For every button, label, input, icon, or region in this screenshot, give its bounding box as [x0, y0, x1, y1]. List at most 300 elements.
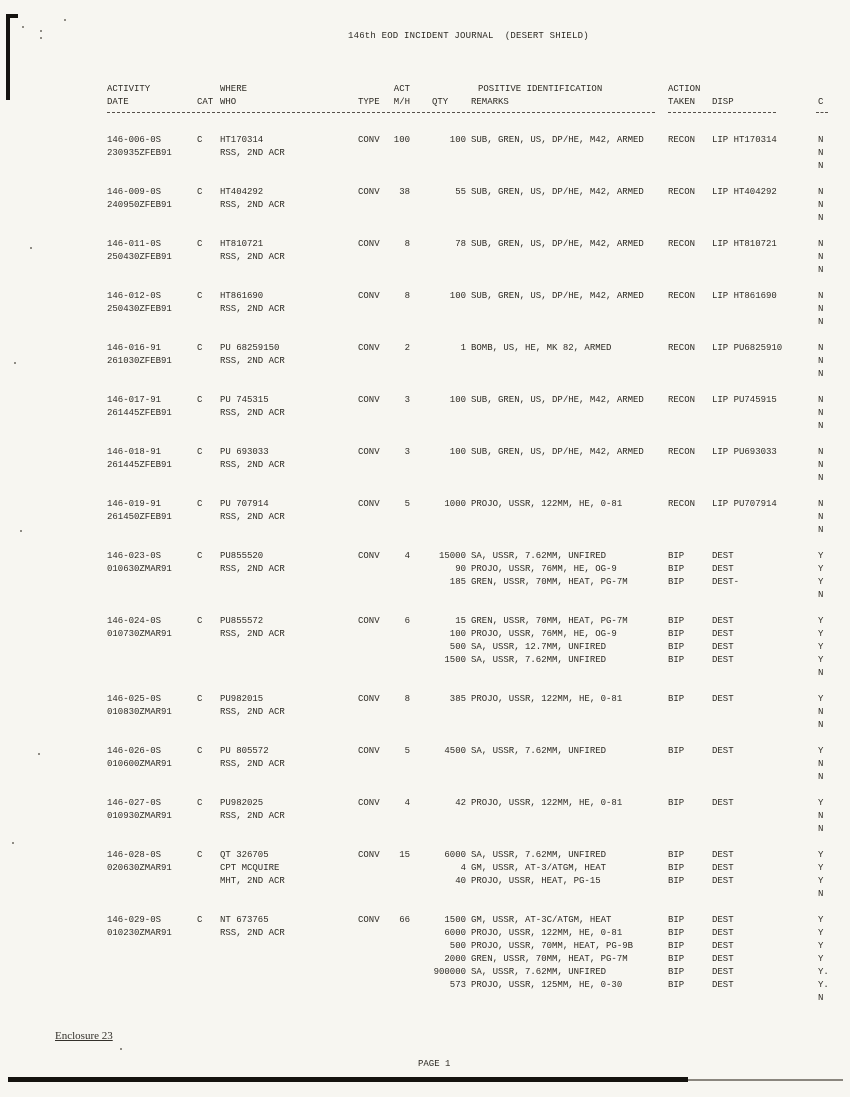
cell-date: 261030ZFEB91 [107, 356, 172, 366]
journal-line [0, 160, 850, 173]
cell-cat: C [197, 915, 203, 925]
cell-where: RSS, 2ND ACR [220, 629, 285, 639]
cell-date: 010230ZMAR91 [107, 928, 172, 938]
cell-action: BIP [668, 551, 685, 561]
cell-remark: PROJO, USSR, 76MM, HE, OG-9 [471, 629, 617, 639]
cell-where: HT861690 [220, 291, 264, 301]
cell-where: RSS, 2ND ACR [220, 148, 285, 158]
cell-action: BIP [668, 629, 685, 639]
cell-date: 261450ZFEB91 [107, 512, 172, 522]
cell-c: Y [818, 850, 824, 860]
journal-line [0, 446, 850, 459]
journal-line [0, 810, 850, 823]
journal-line [0, 888, 850, 901]
journal-line [0, 225, 850, 238]
cell-disp: DEST [712, 655, 734, 665]
cell-remark: PROJO, USSR, 122MM, HE, 0-81 [471, 798, 623, 808]
journal-line [0, 1005, 850, 1018]
journal-line [0, 342, 850, 355]
cell-c: Y. [818, 980, 829, 990]
journal-line [0, 992, 850, 1005]
cell-date: 146-017-91 [107, 395, 162, 405]
cell-where: RSS, 2ND ACR [220, 356, 285, 366]
journal-line [0, 173, 850, 186]
cell-cat: C [197, 850, 203, 860]
cell-c: N [818, 135, 824, 145]
table-header-row-2 [0, 96, 850, 109]
cell-date: 230935ZFEB91 [107, 148, 172, 158]
journal-line [0, 264, 850, 277]
journal-entry [0, 849, 850, 914]
cell-remark: SUB, GREN, US, DP/HE, M42, ARMED [471, 187, 644, 197]
cell-type: CONV [358, 239, 380, 249]
cell-date: 146-025-0S [107, 694, 162, 704]
cell-c: N [818, 525, 824, 535]
cell-action: BIP [668, 941, 685, 951]
cell-cat: C [197, 798, 203, 808]
journal-line [0, 927, 850, 940]
cell-qty: 78 [455, 239, 466, 249]
cell-where: PU 693033 [220, 447, 269, 457]
cell-c: N [818, 395, 824, 405]
cell-type: CONV [358, 551, 380, 561]
cell-mh: 5 [404, 746, 410, 756]
header-who: WHO [220, 97, 237, 107]
journal-line [0, 355, 850, 368]
journal-entry [0, 498, 850, 550]
cell-mh: 38 [399, 187, 410, 197]
header-mh: M/H [393, 97, 410, 107]
cell-remark: GM, USSR, AT-3/ATGM, HEAT [471, 863, 607, 873]
cell-remark: SA, USSR, 7.62MM, UNFIRED [471, 850, 607, 860]
journal-line [0, 511, 850, 524]
cell-remark: SA, USSR, 7.62MM, UNFIRED [471, 655, 607, 665]
journal-line [0, 381, 850, 394]
cell-remark: SA, USSR, 7.62MM, UNFIRED [471, 746, 607, 756]
journal-line [0, 758, 850, 771]
journal-entry [0, 550, 850, 615]
cell-c: N [818, 213, 824, 223]
journal-entry [0, 238, 850, 290]
journal-line [0, 862, 850, 875]
cell-c: Y [818, 798, 824, 808]
cell-c: Y [818, 954, 824, 964]
cell-action: RECON [668, 395, 696, 405]
journal-entry [0, 615, 850, 693]
cell-action: RECON [668, 499, 696, 509]
cell-where: RSS, 2ND ACR [220, 460, 285, 470]
cell-c: N [818, 200, 824, 210]
cell-date: 146-029-0S [107, 915, 162, 925]
journal-line [0, 303, 850, 316]
journal-entry [0, 186, 850, 238]
journal-line [0, 628, 850, 641]
cell-action: RECON [668, 135, 696, 145]
cell-mh: 8 [404, 694, 410, 704]
cell-date: 240950ZFEB91 [107, 200, 172, 210]
cell-remark: SUB, GREN, US, DP/HE, M42, ARMED [471, 291, 644, 301]
cell-remark: BOMB, US, HE, MK 82, ARMED [471, 343, 612, 353]
cell-remark: PROJO, USSR, 122MM, HE, 0-81 [471, 928, 623, 938]
cell-date: 146-026-0S [107, 746, 162, 756]
cell-mh: 4 [404, 798, 410, 808]
cell-disp: DEST [712, 629, 734, 639]
header-positive-id: POSITIVE IDENTIFICATION [478, 84, 603, 94]
cell-c: N [818, 317, 824, 327]
journal-entry [0, 446, 850, 498]
cell-mh: 4 [404, 551, 410, 561]
cell-disp: LIP HT170314 [712, 135, 777, 145]
cell-qty: 90 [455, 564, 466, 574]
journal-line [0, 316, 850, 329]
bottom-scan-bar-light [688, 1079, 843, 1081]
cell-qty: 100 [449, 395, 466, 405]
header-action: ACTION [668, 84, 701, 94]
cell-qty: 15 [455, 616, 466, 626]
scan-speck [120, 1048, 122, 1050]
cell-disp: LIP PU707914 [712, 499, 777, 509]
cell-mh: 8 [404, 291, 410, 301]
cell-cat: C [197, 343, 203, 353]
journal-line [0, 784, 850, 797]
enclosure-label: Enclosure 23 [55, 1030, 113, 1042]
cell-where: PU855572 [220, 616, 264, 626]
cell-where: MHT, 2ND ACR [220, 876, 285, 886]
cell-where: NT 673765 [220, 915, 269, 925]
cell-where: RSS, 2ND ACR [220, 304, 285, 314]
journal-line [0, 745, 850, 758]
cell-c: N [818, 148, 824, 158]
cell-c: Y [818, 655, 824, 665]
cell-where: PU855520 [220, 551, 264, 561]
journal-line [0, 654, 850, 667]
cell-action: BIP [668, 967, 685, 977]
journal-entry [0, 797, 850, 849]
journal-line [0, 771, 850, 784]
cell-c: N [818, 772, 824, 782]
cell-cat: C [197, 239, 203, 249]
cell-cat: C [197, 135, 203, 145]
journal-line [0, 966, 850, 979]
cell-disp: DEST [712, 954, 734, 964]
cell-date: 146-012-0S [107, 291, 162, 301]
cell-remark: SA, USSR, 7.62MM, UNFIRED [471, 551, 607, 561]
cell-c: Y [818, 629, 824, 639]
cell-remark: GREN, USSR, 70MM, HEAT, PG-7M [471, 954, 628, 964]
cell-where: RSS, 2ND ACR [220, 512, 285, 522]
header-date: DATE [107, 97, 129, 107]
journal-entry [0, 745, 850, 797]
journal-line [0, 719, 850, 732]
cell-date: 250430ZFEB91 [107, 304, 172, 314]
cell-where: PU 805572 [220, 746, 269, 756]
cell-remark: SA, USSR, 12.7MM, UNFIRED [471, 642, 607, 652]
cell-c: N [818, 590, 824, 600]
cell-type: CONV [358, 616, 380, 626]
cell-qty: 1500 [444, 915, 466, 925]
cell-disp: DEST [712, 642, 734, 652]
cell-c: N [818, 421, 824, 431]
cell-action: BIP [668, 746, 685, 756]
cell-remark: PROJO, USSR, 125MM, HE, 0-30 [471, 980, 623, 990]
header-disp: DISP [712, 97, 734, 107]
cell-date: 146-011-0S [107, 239, 162, 249]
cell-qty: 100 [449, 629, 466, 639]
cell-qty: 100 [449, 291, 466, 301]
journal-line [0, 940, 850, 953]
cell-remark: SUB, GREN, US, DP/HE, M42, ARMED [471, 447, 644, 457]
cell-type: CONV [358, 499, 380, 509]
journal-line [0, 394, 850, 407]
cell-remark: SUB, GREN, US, DP/HE, M42, ARMED [471, 239, 644, 249]
journal-line [0, 693, 850, 706]
journal-line [0, 134, 850, 147]
cell-type: CONV [358, 447, 380, 457]
header-activity: ACTIVITY [107, 84, 151, 94]
journal-line [0, 407, 850, 420]
cell-date: 261445ZFEB91 [107, 408, 172, 418]
cell-disp: DEST [712, 863, 734, 873]
cell-mh: 3 [404, 447, 410, 457]
cell-c: N [818, 720, 824, 730]
cell-c: Y [818, 616, 824, 626]
journal-line [0, 706, 850, 719]
cell-where: CPT MCQUIRE [220, 863, 280, 873]
cell-action: RECON [668, 239, 696, 249]
cell-where: RSS, 2ND ACR [220, 252, 285, 262]
header-rule [668, 112, 776, 113]
cell-date: 146-009-0S [107, 187, 162, 197]
cell-c: Y [818, 928, 824, 938]
cell-where: PU982015 [220, 694, 264, 704]
cell-disp: DEST [712, 967, 734, 977]
cell-type: CONV [358, 746, 380, 756]
journal-line [0, 797, 850, 810]
cell-c: N [818, 356, 824, 366]
cell-where: RSS, 2ND ACR [220, 564, 285, 574]
journal-entry [0, 693, 850, 745]
cell-qty: 100 [449, 447, 466, 457]
journal-line [0, 147, 850, 160]
cell-action: BIP [668, 980, 685, 990]
cell-where: RSS, 2ND ACR [220, 928, 285, 938]
journal-line [0, 602, 850, 615]
cell-type: CONV [358, 343, 380, 353]
journal-line [0, 667, 850, 680]
journal-line [0, 186, 850, 199]
cell-remark: SUB, GREN, US, DP/HE, M42, ARMED [471, 135, 644, 145]
journal-line [0, 901, 850, 914]
cell-remark: PROJO, USSR, 70MM, HEAT, PG-9B [471, 941, 634, 951]
cell-qty: 900000 [433, 967, 466, 977]
journal-line [0, 953, 850, 966]
journal-line [0, 433, 850, 446]
cell-disp: DEST- [712, 577, 740, 587]
cell-action: BIP [668, 798, 685, 808]
journal-entry [0, 290, 850, 342]
journal-line [0, 524, 850, 537]
journal-line [0, 550, 850, 563]
cell-date: 146-024-0S [107, 616, 162, 626]
cell-action: BIP [668, 694, 685, 704]
journal-line [0, 914, 850, 927]
cell-disp: DEST [712, 564, 734, 574]
cell-disp: DEST [712, 980, 734, 990]
cell-qty: 185 [449, 577, 466, 587]
journal-line [0, 563, 850, 576]
cell-c: Y [818, 915, 824, 925]
cell-c: N [818, 291, 824, 301]
journal-line [0, 537, 850, 550]
cell-c: N [818, 993, 824, 1003]
cell-disp: LIP PU693033 [712, 447, 777, 457]
cell-disp: DEST [712, 850, 734, 860]
header-cat: CAT [197, 97, 214, 107]
cell-action: RECON [668, 291, 696, 301]
cell-action: BIP [668, 564, 685, 574]
journal-line [0, 979, 850, 992]
cell-c: Y [818, 863, 824, 873]
journal-entry [0, 134, 850, 186]
cell-disp: DEST [712, 941, 734, 951]
cell-mh: 3 [404, 395, 410, 405]
cell-action: BIP [668, 577, 685, 587]
cell-disp: DEST [712, 616, 734, 626]
cell-mh: 66 [399, 915, 410, 925]
cell-qty: 6000 [444, 850, 466, 860]
cell-c: N [818, 473, 824, 483]
journal-line [0, 836, 850, 849]
cell-type: CONV [358, 187, 380, 197]
cell-c: N [818, 512, 824, 522]
cell-remark: GREN, USSR, 70MM, HEAT, PG-7M [471, 577, 628, 587]
journal-line [0, 329, 850, 342]
cell-mh: 5 [404, 499, 410, 509]
cell-qty: 2000 [444, 954, 466, 964]
scan-speck [22, 26, 24, 28]
cell-date: 250430ZFEB91 [107, 252, 172, 262]
cell-disp: LIP HT861690 [712, 291, 777, 301]
journal-line [0, 290, 850, 303]
table-header-row-1 [0, 83, 850, 96]
journal-line [0, 277, 850, 290]
cell-type: CONV [358, 798, 380, 808]
scan-speck [64, 19, 66, 21]
cell-qty: 6000 [444, 928, 466, 938]
journal-line [0, 589, 850, 602]
cell-c: N [818, 889, 824, 899]
journal-line [0, 420, 850, 433]
cell-date: 010830ZMAR91 [107, 707, 172, 717]
header-qty: QTY [432, 97, 449, 107]
journal-line [0, 680, 850, 693]
cell-qty: 55 [455, 187, 466, 197]
journal-line [0, 199, 850, 212]
cell-action: BIP [668, 863, 685, 873]
cell-c: N [818, 369, 824, 379]
cell-c: Y [818, 941, 824, 951]
cell-disp: LIP HT810721 [712, 239, 777, 249]
cell-disp: DEST [712, 928, 734, 938]
cell-where: HT404292 [220, 187, 264, 197]
cell-where: HT170314 [220, 135, 264, 145]
cell-action: BIP [668, 655, 685, 665]
cell-type: CONV [358, 694, 380, 704]
cell-qty: 500 [449, 642, 466, 652]
cell-date: 020630ZMAR91 [107, 863, 172, 873]
cell-disp: DEST [712, 876, 734, 886]
cell-remark: SUB, GREN, US, DP/HE, M42, ARMED [471, 395, 644, 405]
cell-disp: DEST [712, 551, 734, 561]
journal-line [0, 576, 850, 589]
cell-where: RSS, 2ND ACR [220, 408, 285, 418]
header-c: C [818, 97, 824, 107]
cell-date: 010600ZMAR91 [107, 759, 172, 769]
cell-cat: C [197, 499, 203, 509]
cell-c: N [818, 408, 824, 418]
header-remarks: REMARKS [471, 97, 509, 107]
cell-c: N [818, 668, 824, 678]
journal-line [0, 368, 850, 381]
cell-c: Y. [818, 967, 829, 977]
cell-action: BIP [668, 616, 685, 626]
cell-date: 010930ZMAR91 [107, 811, 172, 821]
cell-mh: 15 [399, 850, 410, 860]
cell-disp: DEST [712, 915, 734, 925]
cell-where: RSS, 2ND ACR [220, 811, 285, 821]
cell-date: 010730ZMAR91 [107, 629, 172, 639]
journal-line [0, 459, 850, 472]
cell-c: Y [818, 564, 824, 574]
cell-date: 146-028-0S [107, 850, 162, 860]
cell-c: Y [818, 876, 824, 886]
cell-date: 146-018-91 [107, 447, 162, 457]
cell-c: N [818, 239, 824, 249]
cell-date: 010630ZMAR91 [107, 564, 172, 574]
cell-qty: 1500 [444, 655, 466, 665]
cell-action: BIP [668, 954, 685, 964]
cell-c: N [818, 460, 824, 470]
journal-line [0, 251, 850, 264]
cell-c: Y [818, 746, 824, 756]
cell-where: HT810721 [220, 239, 264, 249]
page-title: 146th EOD INCIDENT JOURNAL (DESERT SHIELD) [348, 31, 589, 41]
cell-c: N [818, 187, 824, 197]
cell-disp: LIP PU6825910 [712, 343, 783, 353]
cell-disp: DEST [712, 746, 734, 756]
cell-where: RSS, 2ND ACR [220, 759, 285, 769]
cell-c: N [818, 499, 824, 509]
cell-qty: 40 [455, 876, 466, 886]
journal-entry [0, 394, 850, 446]
cell-date: 146-016-91 [107, 343, 162, 353]
cell-where: RSS, 2ND ACR [220, 200, 285, 210]
cell-type: CONV [358, 395, 380, 405]
header-where: WHERE [220, 84, 248, 94]
journal-line [0, 472, 850, 485]
cell-c: N [818, 343, 824, 353]
journal-line [0, 641, 850, 654]
cell-action: BIP [668, 876, 685, 886]
cell-date: 146-006-0S [107, 135, 162, 145]
cell-date: 146-023-0S [107, 551, 162, 561]
cell-qty: 4 [460, 863, 466, 873]
header-rule [816, 112, 828, 113]
journal-line [0, 498, 850, 511]
cell-where: PU 745315 [220, 395, 269, 405]
cell-type: CONV [358, 135, 380, 145]
cell-mh: 2 [404, 343, 410, 353]
